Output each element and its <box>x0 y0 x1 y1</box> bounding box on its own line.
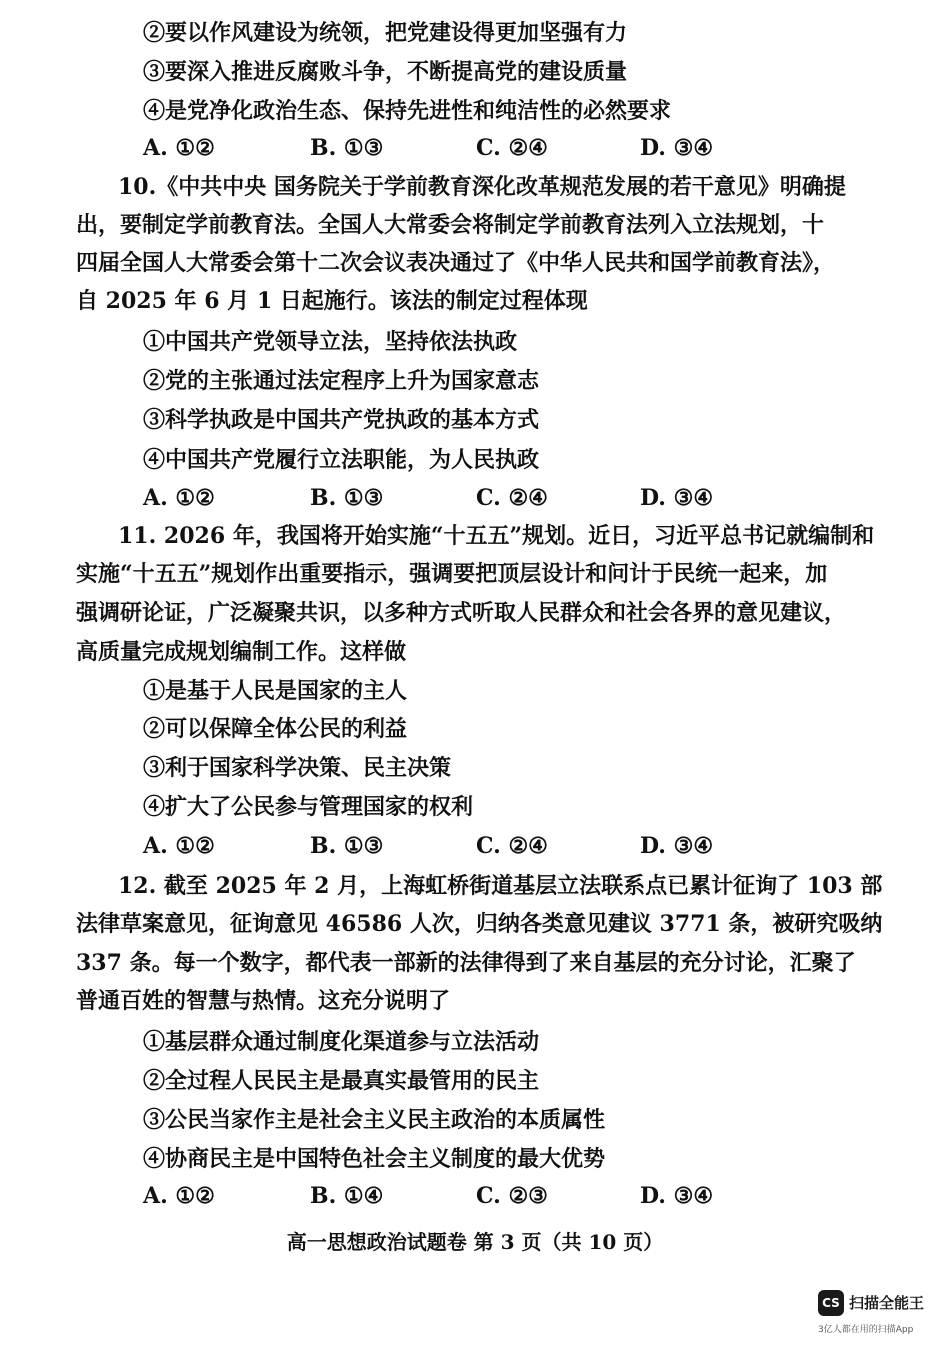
q10-answer-c: C. ②④ <box>476 485 548 511</box>
q9-answer-b: B. ①③ <box>310 135 384 161</box>
q9-option-2: ②要以作风建设为统领，把党建设得更加坚强有力 <box>143 20 628 46</box>
scanner-app-name: 扫描全能王 <box>849 1294 925 1312</box>
q10-answer-a: A. ①② <box>143 485 215 511</box>
q11-stem-line-3: 强调研论证，广泛凝聚共识，以多种方式听取人民群众和社会各界的意见建议， <box>76 600 847 626</box>
q12-answer-a: A. ①② <box>143 1183 215 1209</box>
q9-answer-a: A. ①② <box>143 135 215 161</box>
q10-stem-line-3: 四届全国人大常委会第十二次会议表决通过了《中华人民共和国学前教育法》， <box>76 250 836 276</box>
q10-option-4: ④中国共产党履行立法职能，为人民执政 <box>143 447 540 473</box>
q11-answer-d: D. ③④ <box>640 833 714 859</box>
q11-answer-b: B. ①③ <box>310 833 384 859</box>
q11-answer-a: A. ①② <box>143 833 215 859</box>
q10-option-1: ①中国共产党领导立法，坚持依法执政 <box>143 329 518 355</box>
q12-option-4: ④协商民主是中国特色社会主义制度的最大优势 <box>143 1146 606 1172</box>
q12-stem-line-4: 普通百姓的智慧与热情。这充分说明了 <box>76 988 451 1014</box>
q10-stem-line-1: 10.《中共中央 国务院关于学前教育深化改革规范发展的若干意见》明确提 <box>118 174 846 200</box>
q11-answer-c: C. ②④ <box>476 833 548 859</box>
q12-option-1: ①基层群众通过制度化渠道参与立法活动 <box>143 1029 540 1055</box>
scanner-watermark <box>818 1290 938 1340</box>
q11-option-1: ①是基于人民是国家的主人 <box>143 678 408 704</box>
q9-option-4: ④是党净化政治生态、保持先进性和纯洁性的必然要求 <box>143 98 672 124</box>
q10-stem-line-2: 出，要制定学前教育法。全国人大常委会将制定学前教育法列入立法规划，十 <box>76 212 825 238</box>
q12-answer-d: D. ③④ <box>640 1183 714 1209</box>
camscanner-logo-icon: CS <box>818 1290 844 1316</box>
q9-answer-c: C. ②④ <box>476 135 548 161</box>
q9-option-3: ③要深入推进反腐败斗争，不断提高党的建设质量 <box>143 59 628 85</box>
q12-option-2: ②全过程人民民主是最真实最管用的民主 <box>143 1068 540 1094</box>
q11-option-4: ④扩大了公民参与管理国家的权利 <box>143 794 474 820</box>
q9-answer-d: D. ③④ <box>640 135 714 161</box>
q10-option-2: ②党的主张通过法定程序上升为国家意志 <box>143 368 540 394</box>
q12-stem-line-2: 法律草案意见，征询意见 46586 人次，归纳各类意见建议 3771 条，被研究吸纳 <box>76 911 883 937</box>
q12-stem-line-3: 337 条。每一个数字，都代表一部新的法律得到了来自基层的充分讨论，汇聚了 <box>76 950 856 976</box>
q10-answer-b: B. ①③ <box>310 485 384 511</box>
page-footer: 高一思想政治试题卷 第 3 页（共 10 页） <box>286 1230 664 1254</box>
q12-stem-line-1: 12. 截至 2025 年 2 月，上海虹桥街道基层立法联系点已累计征询了 103 部 <box>118 873 883 899</box>
q10-answer-d: D. ③④ <box>640 485 714 511</box>
q12-answer-c: C. ②③ <box>476 1183 548 1209</box>
q12-answer-b: B. ①④ <box>310 1183 384 1209</box>
q10-option-3: ③科学执政是中国共产党执政的基本方式 <box>143 407 540 433</box>
q10-stem-line-4: 自 2025 年 6 月 1 日起施行。该法的制定过程体现 <box>76 288 588 314</box>
q11-stem-line-2: 实施“十五五”规划作出重要指示，强调要把顶层设计和问计于民统一起来，加 <box>76 561 828 587</box>
q11-stem-line-4: 高质量完成规划编制工作。这样做 <box>76 639 407 665</box>
q12-option-3: ③公民当家作主是社会主义民主政治的本质属性 <box>143 1107 606 1133</box>
q11-option-3: ③利于国家科学决策、民主决策 <box>143 755 452 781</box>
scanner-tagline: 3亿人都在用的扫描App <box>818 1325 914 1335</box>
q11-stem-line-1: 11. 2026 年，我国将开始实施“十五五”规划。近日，习近平总书记就编制和 <box>118 523 875 549</box>
q11-option-2: ②可以保障全体公民的利益 <box>143 716 408 742</box>
